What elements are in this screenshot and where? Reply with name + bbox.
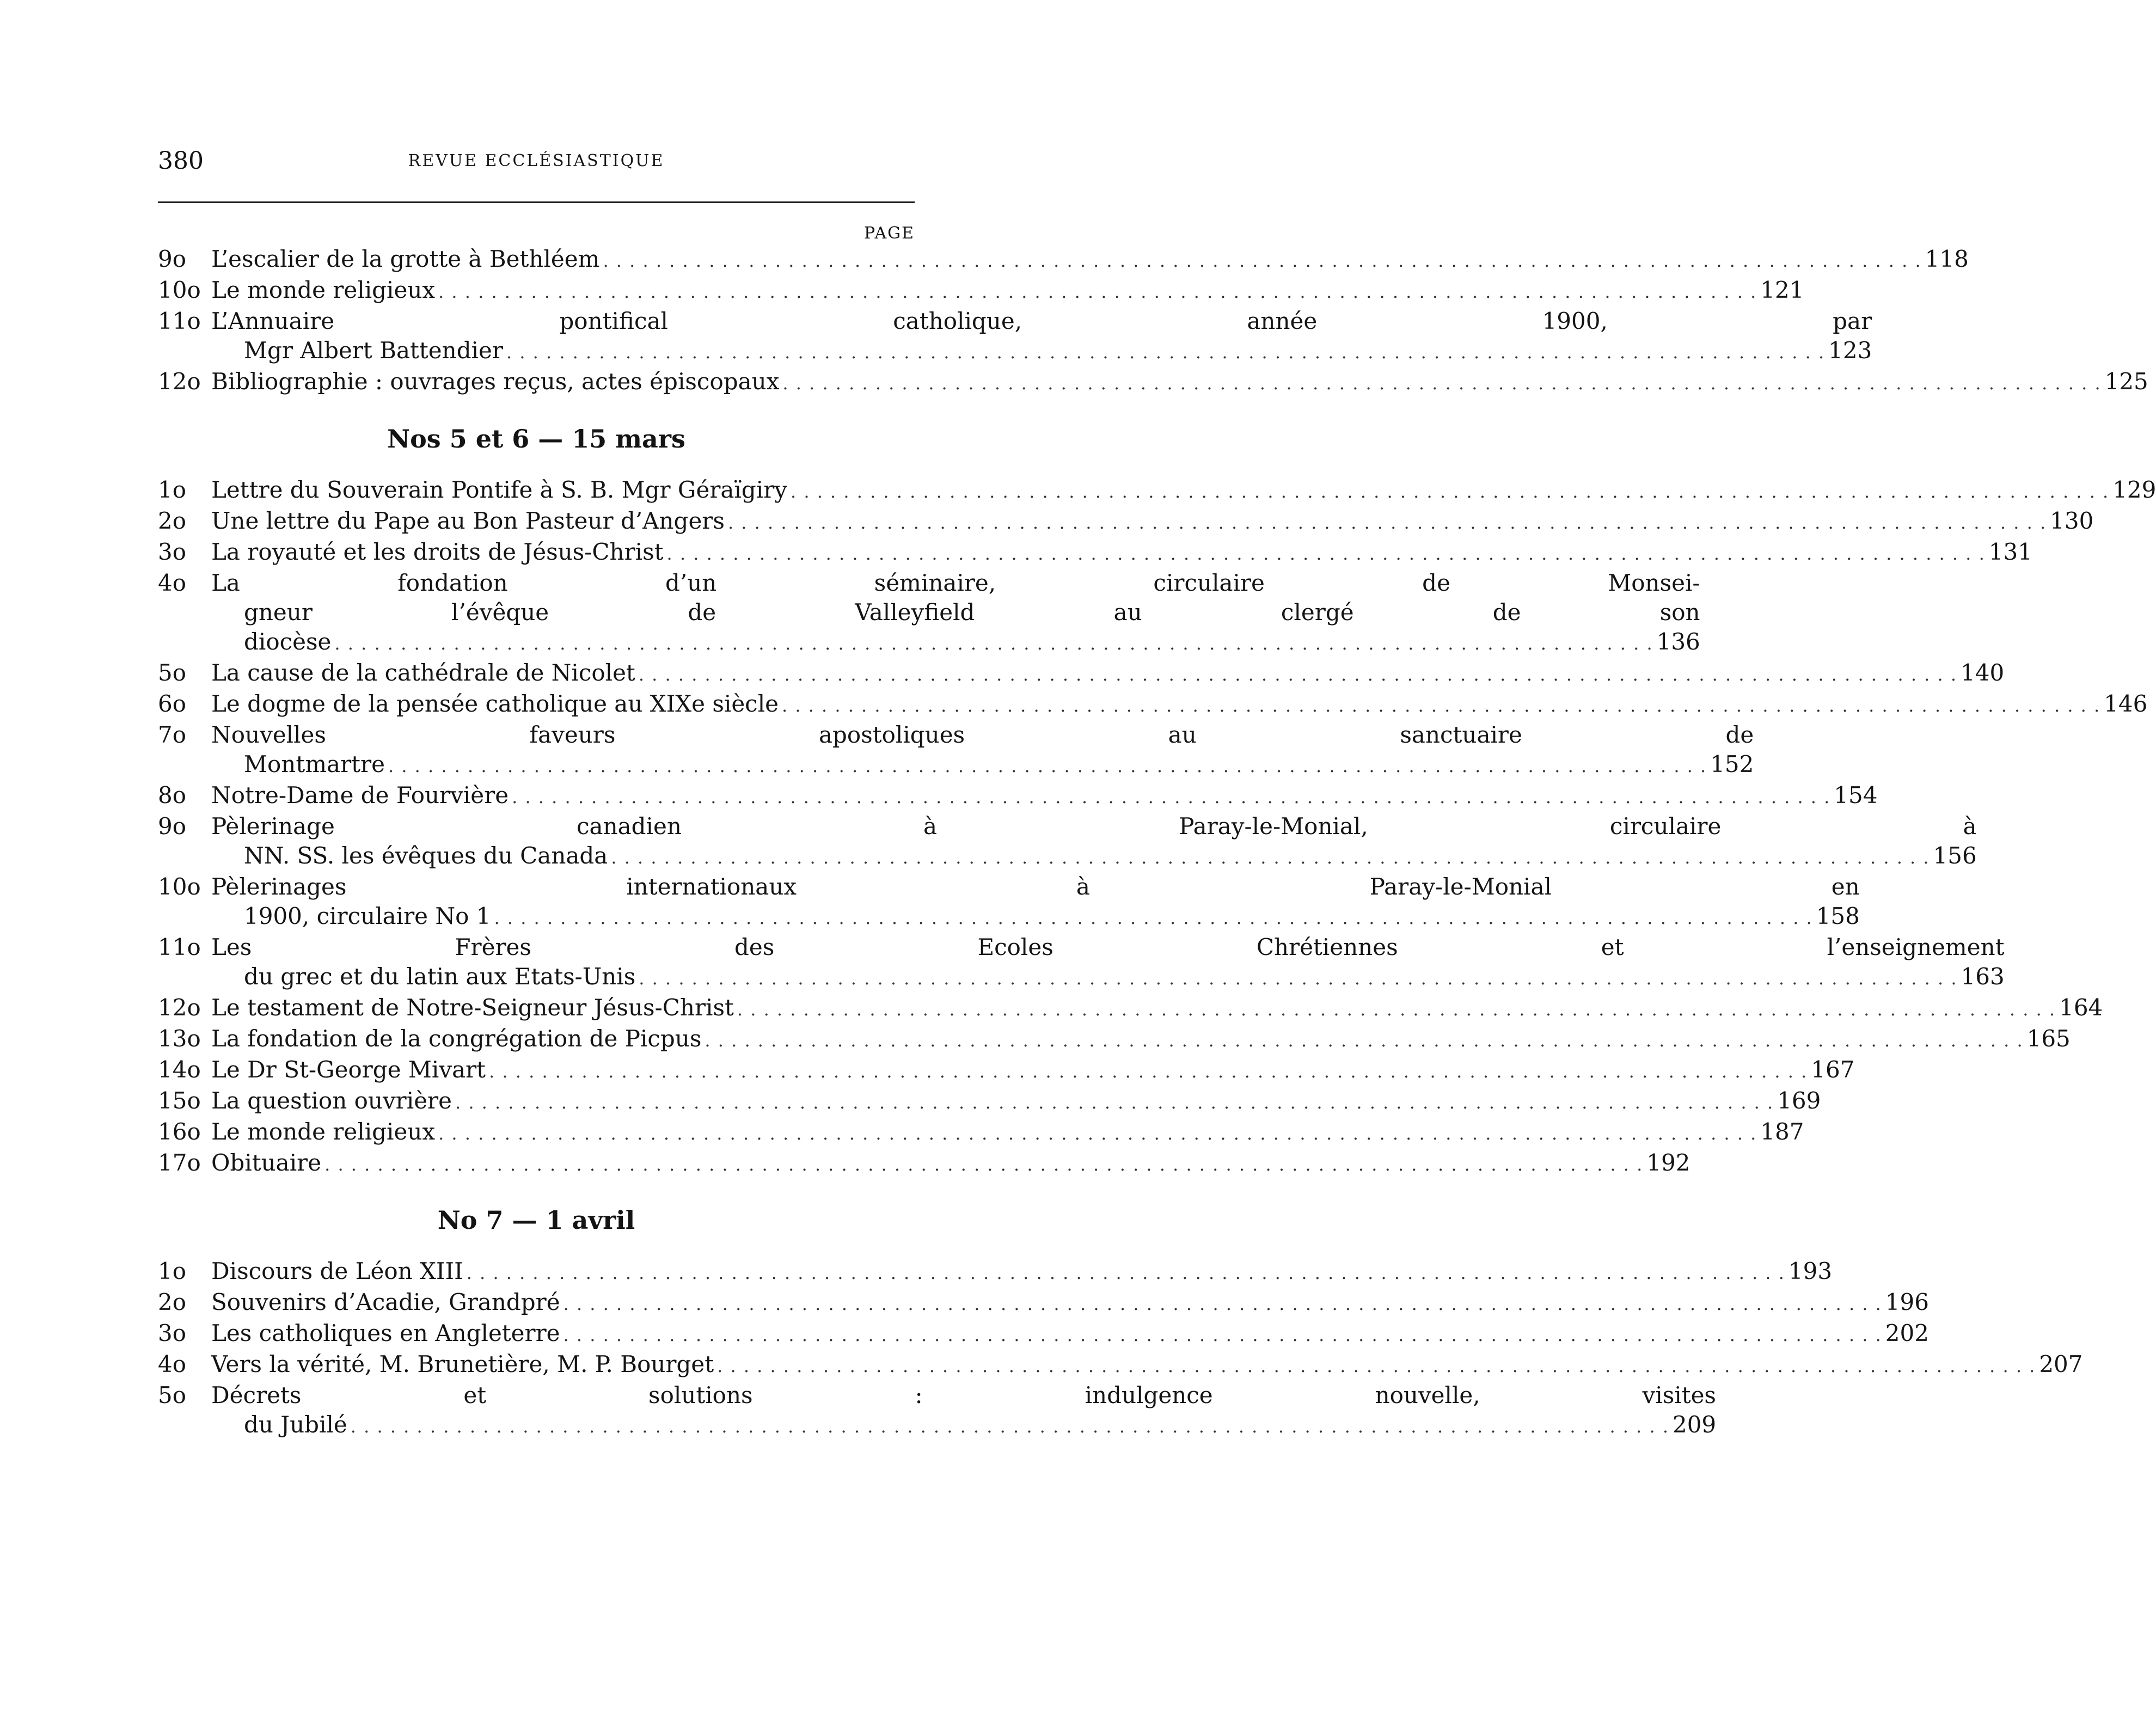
toc-entry (158, 781, 1878, 812)
entry-title-line: La fondation d’un séminaire, circulaire de Monsei- (211, 569, 1700, 596)
entry-final-line (211, 367, 2148, 398)
entry-number: 6o (158, 690, 187, 717)
entry-number: 3o (158, 538, 187, 565)
entry-number: 8o (158, 782, 187, 809)
entry-page-number: 193 (1788, 1258, 1833, 1284)
entry-page-number: 209 (1672, 1411, 1717, 1438)
entry-title-line: Le monde religieux (211, 1118, 436, 1145)
entry-page-number: 202 (1885, 1320, 1929, 1346)
toc-entry (158, 367, 2148, 398)
dot-leader (351, 1412, 1669, 1441)
entry-body (211, 307, 1872, 367)
entry-body (211, 720, 1754, 781)
entry-title-line: Le monde religieux (211, 277, 436, 303)
toc-entry (158, 1055, 1855, 1086)
dot-leader (667, 539, 1986, 568)
entry-body (211, 1086, 1821, 1117)
entry-title-line: Le Dr St-George Mivart (211, 1056, 486, 1083)
toc-entry (158, 475, 2156, 506)
toc-entry (158, 1148, 1690, 1179)
entry-title-line: Montmartre (244, 751, 385, 777)
toc-entry (158, 1381, 1717, 1441)
entry-page-number: 123 (1828, 337, 1872, 364)
toc-entry (158, 275, 1804, 307)
entry-title-line: L’Annuaire pontifical catholique, année 1900, par (211, 308, 1872, 334)
entry-body (211, 568, 1700, 658)
entry-list (158, 475, 2156, 1179)
entry-body (211, 475, 2156, 506)
dot-leader (467, 1258, 1785, 1288)
entry-final-line (211, 658, 2004, 689)
toc-entry (158, 1350, 2083, 1381)
dot-leader (438, 1119, 1757, 1148)
entry-body (211, 993, 2103, 1024)
entry-page-number: 121 (1760, 277, 1804, 303)
entry-number: 1o (158, 476, 187, 503)
entry-title-line: NN. SS. les évêques du Canada (244, 842, 608, 869)
entry-page-number: 129 (2112, 476, 2156, 503)
entry-number: 17o (158, 1149, 201, 1176)
entry-title-line: du grec et du latin aux Etats-Unis (244, 963, 636, 990)
entry-final-line (211, 1288, 1929, 1319)
entry-list (158, 244, 2148, 398)
entry-number: 12o (158, 994, 201, 1021)
entry-title-line: Pèlerinage canadien à Paray-le-Monial, circulaire à (211, 813, 1977, 840)
entry-final-line (211, 1350, 2082, 1381)
entry-body (211, 537, 2032, 568)
entry-page-number: 136 (1656, 628, 1700, 655)
dot-leader (737, 995, 2056, 1024)
dot-leader (728, 508, 2047, 537)
toc-entry (158, 1024, 2071, 1055)
entry-title-line: Notre-Dame de Fourvière (211, 782, 509, 809)
dot-leader (324, 1150, 1643, 1179)
entry-title-line: Les Frères des Ecoles Chrétiennes et l’enseignement (211, 934, 2005, 960)
dot-leader (603, 246, 1921, 275)
page (158, 147, 2156, 1441)
entry-title-line: gneur l’évêque de Valleyfield au clergé de son (244, 599, 1700, 626)
entry-body (211, 1319, 1929, 1350)
dot-leader (494, 903, 1813, 933)
entry-title-line: La cause de la cathédrale de Nicolet (211, 659, 635, 686)
entry-page-number: 118 (1925, 246, 1969, 272)
entry-final-line (211, 506, 2093, 537)
entry-page-number: 130 (2050, 507, 2094, 534)
entry-body (211, 1148, 1690, 1179)
entry-title-line: Souvenirs d’Acadie, Grandpré (211, 1289, 560, 1315)
entry-page-number: 165 (2026, 1025, 2071, 1052)
dot-leader (388, 751, 1707, 781)
entry-title-line: Pèlerinages internationaux à Paray-le-Monial en (211, 873, 1860, 900)
entry-number: 5o (158, 1382, 187, 1408)
entry-final-line (211, 1410, 1716, 1441)
entry-title-line: Obituaire (211, 1149, 322, 1176)
entry-final-line (211, 962, 2005, 993)
entry-number: 9o (158, 246, 187, 272)
entry-title-line: Décrets et solutions : indulgence nouvelle, visites (211, 1382, 1716, 1408)
header-rule (158, 201, 915, 203)
entry-title-line: du Jubilé (244, 1411, 347, 1438)
entry-page-number: 187 (1760, 1118, 1804, 1145)
toc-entry (158, 537, 2032, 568)
entry-final-line (211, 244, 1969, 275)
entry-body (211, 1288, 1929, 1319)
entry-title-line: Bibliographie : ouvrages reçus, actes épiscopaux (211, 368, 780, 395)
entry-number: 14o (158, 1056, 201, 1083)
entry-number: 11o (158, 308, 201, 334)
entry-title-line: Le testament de Notre-Seigneur Jésus-Christ (211, 994, 734, 1021)
entry-body (211, 812, 1977, 872)
entry-number: 2o (158, 1289, 187, 1315)
entry-body (211, 1381, 1716, 1441)
toc-entry (158, 1086, 1821, 1117)
entry-body (211, 1055, 1854, 1086)
entry-title-line: Vers la vérité, M. Brunetière, M. P. Bourget (211, 1351, 714, 1377)
dot-leader (782, 369, 2101, 398)
toc-entry (158, 506, 2094, 537)
entry-body (211, 658, 2004, 689)
entry-number: 16o (158, 1118, 201, 1145)
entry-number: 10o (158, 277, 201, 303)
entry-page-number: 156 (1933, 842, 1977, 869)
toc-entry (158, 720, 1754, 781)
entry-page-number: 146 (2104, 690, 2148, 717)
entry-final-line (211, 1257, 1832, 1288)
entry-final-line (211, 993, 2103, 1024)
entry-page-number: 152 (1710, 751, 1754, 777)
entry-final-line (211, 475, 2156, 506)
toc-entry (158, 1257, 1833, 1288)
entry-final-line (211, 336, 1872, 367)
entry-body (211, 689, 2147, 720)
dot-leader (489, 1057, 1808, 1086)
dot-leader (611, 843, 1930, 872)
entry-page-number: 158 (1816, 903, 1860, 929)
toc-entry (158, 812, 1977, 872)
entry-title-line: Le dogme de la pensée catholique au XIXe siècle (211, 690, 779, 717)
entry-page-number: 167 (1811, 1056, 1855, 1083)
entry-title-line: Les catholiques en Angleterre (211, 1320, 560, 1346)
entry-number: 4o (158, 569, 187, 596)
entry-number: 11o (158, 934, 201, 960)
entry-final-line (211, 1024, 2071, 1055)
entry-title-line: La fondation de la congrégation de Picpus (211, 1025, 702, 1052)
entry-final-line (211, 1055, 1854, 1086)
dot-leader (705, 1026, 2023, 1055)
entry-body (211, 933, 2005, 993)
entry-number: 3o (158, 1320, 187, 1346)
entry-final-line (211, 627, 1700, 658)
dot-leader (334, 629, 1653, 658)
entry-number: 13o (158, 1025, 201, 1052)
entry-page-number: 163 (1961, 963, 2005, 990)
entry-body (211, 275, 1804, 307)
dot-leader (512, 782, 1830, 812)
entry-final-line (211, 841, 1977, 872)
entry-page-number: 154 (1834, 782, 1878, 809)
entry-final-line (211, 1117, 1804, 1148)
dot-leader (639, 660, 1957, 689)
entry-page-number: 169 (1777, 1087, 1821, 1114)
entry-title-line: 1900, circulaire No 1 (244, 903, 491, 929)
toc-entry (158, 993, 2103, 1024)
entry-title-line: L’escalier de la grotte à Bethléem (211, 246, 600, 272)
entry-page-number: 207 (2039, 1351, 2083, 1377)
toc-entry (158, 658, 2005, 689)
entry-number: 1o (158, 1258, 187, 1284)
entry-body (211, 1024, 2071, 1055)
entry-final-line (211, 1148, 1690, 1179)
entry-number: 7o (158, 721, 187, 748)
toc-entry (158, 933, 2005, 993)
entry-body (211, 1117, 1804, 1148)
entry-final-line (211, 275, 1804, 307)
toc-entry (158, 307, 1872, 367)
entry-title-line: Lettre du Souverain Pontife à S. B. Mgr Géraïgiry (211, 476, 787, 503)
entry-body (211, 367, 2148, 398)
dot-leader (564, 1320, 1882, 1350)
toc-entry (158, 1117, 1804, 1148)
entry-number: 2o (158, 507, 187, 534)
running-title: REVUE ECCLÉSIASTIQUE (408, 151, 665, 170)
entry-title-line: diocèse (244, 628, 332, 655)
entry-list (158, 1257, 2083, 1441)
entry-title-line: La question ouvrière (211, 1087, 452, 1114)
toc-entry (158, 1319, 1929, 1350)
entry-final-line (211, 902, 1860, 933)
entry-final-line (211, 537, 2032, 568)
entry-number: 5o (158, 659, 187, 686)
entry-body (211, 1257, 1832, 1288)
entry-page-number: 196 (1885, 1289, 1929, 1315)
entry-title-line: Nouvelles faveurs apostoliques au sanctuaire de (211, 721, 1754, 748)
dot-leader (639, 964, 1957, 993)
toc-entry (158, 689, 2148, 720)
entry-page-number: 125 (2104, 368, 2148, 395)
dot-leader (438, 277, 1757, 307)
toc-entry (158, 872, 1860, 933)
entry-body (211, 781, 1877, 812)
entry-title-line: Une lettre du Pape au Bon Pasteur d’Angers (211, 507, 725, 534)
entry-number: 15o (158, 1087, 201, 1114)
dot-leader (506, 338, 1825, 367)
entry-final-line (211, 1319, 1929, 1350)
entry-final-line (211, 781, 1877, 812)
entry-body (211, 872, 1860, 933)
dot-leader (717, 1351, 2036, 1381)
entry-number: 9o (158, 813, 187, 840)
dot-leader (564, 1289, 1882, 1319)
entry-body (211, 244, 1969, 275)
entry-number: 4o (158, 1351, 187, 1377)
table-of-contents (158, 244, 2156, 1441)
entry-page-number: 164 (2059, 994, 2103, 1021)
entry-body (211, 506, 2093, 537)
entry-final-line (211, 1086, 1821, 1117)
entry-body (211, 1350, 2082, 1381)
entry-title-line: Discours de Léon XIII (211, 1258, 463, 1284)
entry-title-line: La royauté et les droits de Jésus-Christ (211, 538, 664, 565)
toc-entry (158, 568, 1700, 658)
page-column-heading: PAGE (864, 224, 915, 243)
dot-leader (455, 1088, 1774, 1117)
entry-title-line: Mgr Albert Battendier (244, 337, 503, 364)
entry-page-number: 140 (1961, 659, 2005, 686)
entry-page-number: 131 (1988, 538, 2032, 565)
toc-entry (158, 1288, 1929, 1319)
section-heading: No 7 — 1 avril (437, 1205, 635, 1235)
dot-leader (782, 691, 2100, 720)
page-number: 380 (158, 147, 204, 175)
entry-number: 12o (158, 368, 201, 395)
entry-final-line (211, 689, 2147, 720)
entry-final-line (211, 750, 1754, 781)
dot-leader (791, 477, 2109, 506)
entry-page-number: 192 (1646, 1149, 1690, 1176)
section-heading: Nos 5 et 6 — 15 mars (387, 424, 685, 454)
toc-entry (158, 244, 1969, 275)
page-header (158, 147, 915, 180)
entry-number: 10o (158, 873, 201, 900)
